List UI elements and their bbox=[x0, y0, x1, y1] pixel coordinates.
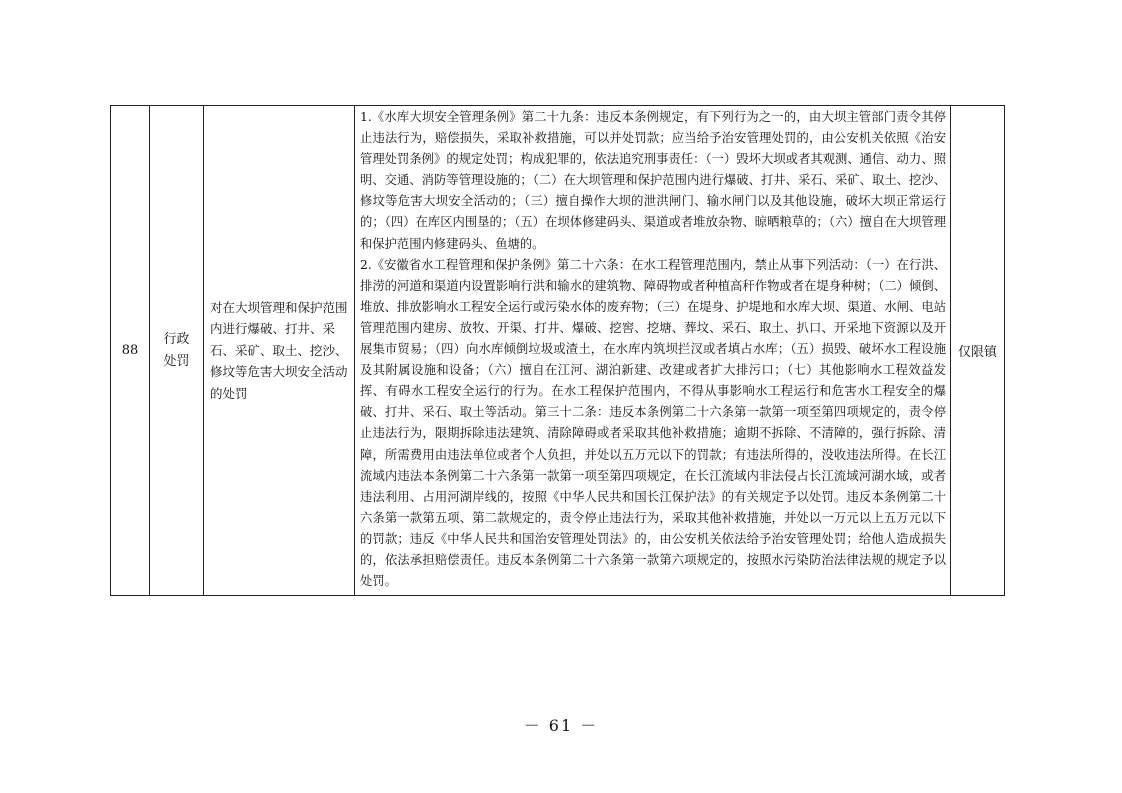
remark: 仅限镇 bbox=[951, 106, 1005, 596]
power-item-name: 对在大坝管理和保护范围内进行爆破、打井、采石、采矿、取土、挖沙、修坟等危害大坝安全活动的处罚 bbox=[204, 106, 355, 596]
table-row bbox=[111, 106, 1005, 596]
row-number: 88 bbox=[111, 106, 150, 596]
power-category bbox=[150, 106, 204, 596]
legal-basis bbox=[355, 106, 951, 596]
legal-basis-paragraph-2: 2.《安徽省水工程管理和保护条例》第二十六条：在水工程管理范围内，禁止从事下列活动：（一）在行洪、排涝的河道和渠道内设置影响行洪和输水的建筑物、障碍物或者种植高秆作物或者在堤身种树；（二）倾倒、堆放、排放影响水工程安全运行或污染水体的废弃物；（三）在堤身、护堤地和水库大坝、渠道、水闸、电站管理范围内建房、放牧、开渠、打井、爆破、挖窖、挖塘、葬坟、采石、取土、扒口、开采地下资源以及开展集市贸易；（四）向水库倾倒垃圾或渣土，在水库内筑坝拦汊或者填占水库；（五）损毁、破坏水工程设施及其附属设施和设备；（六）擅自在江河、湖泊新建、改建或者扩大排污口；（七）其他影响水工程效益发挥、有碍水工程安全运行的行为。在水工程保护范围内，不得从事影响水工程运行和危害水工程安全的爆破、打井、采石、取土等活动。第三十二条：违反本条例第二十六条第一款第一项至第四项规定的，责令停止违法行为，限期拆除违法建筑、清除障碍或者采取其他补救措施；逾期不拆除、不清障的，强行拆除、清障，所需费用由违法单位或者个人负担，并处以五万元以下的罚款；有违法所得的，没收违法所得。在长江流域内违法本条例第二十六条第一款第一项至第四项规定，在长江流域内非法侵占长江流域河湖水域，或者违法利用、占用河湖岸线的，按照《中华人民共和国长江保护法》的有关规定予以处罚。违反本条例第二十六条第一款第五项、第二款规定的，责令停止违法行为，采取其他补救措施，并处以一万元以上五万元以下的罚款；违反《中华人民共和国治安管理处罚法》的，由公安机关依法给予治安管理处罚；给他人造成损失的，依法承担赔偿责任。违反本条例第二十六条第一款第六项规定的，按照水污染防治法律法规的规定予以处罚。 bbox=[360, 257, 946, 589]
page-number: － 61 － bbox=[523, 716, 599, 735]
power-list-table bbox=[110, 105, 1005, 596]
power-category-text: 行政处罚 bbox=[163, 331, 190, 369]
legal-basis-paragraph-1: 1.《水库大坝安全管理条例》第二十九条：违反本条例规定，有下列行为之一的，由大坝主管部门责令其停止违法行为，赔偿损失，采取补救措施，可以并处罚款；应当给予治安管理处罚的，由公安机关依照《治安管理处罚条例》的规定处罚；构成犯罪的，依法追究刑事责任：（一）毁坏大坝或者其观测、通信、动力、照明、交通、消防等管理设施的；（二）在大坝管理和保护范围内进行爆破、打井、采石、采矿、取土、挖沙、修坟等危害大坝安全活动的；（三）擅自操作大坝的泄洪闸门、输水闸门以及其他设施，破坏大坝正常运行的；（四）在库区内围垦的；（五）在坝体修建码头、渠道或者堆放杂物、晾晒粮草的；（六）擅自在大坝管理和保护范围内修建码头、鱼塘的。 bbox=[360, 110, 946, 251]
